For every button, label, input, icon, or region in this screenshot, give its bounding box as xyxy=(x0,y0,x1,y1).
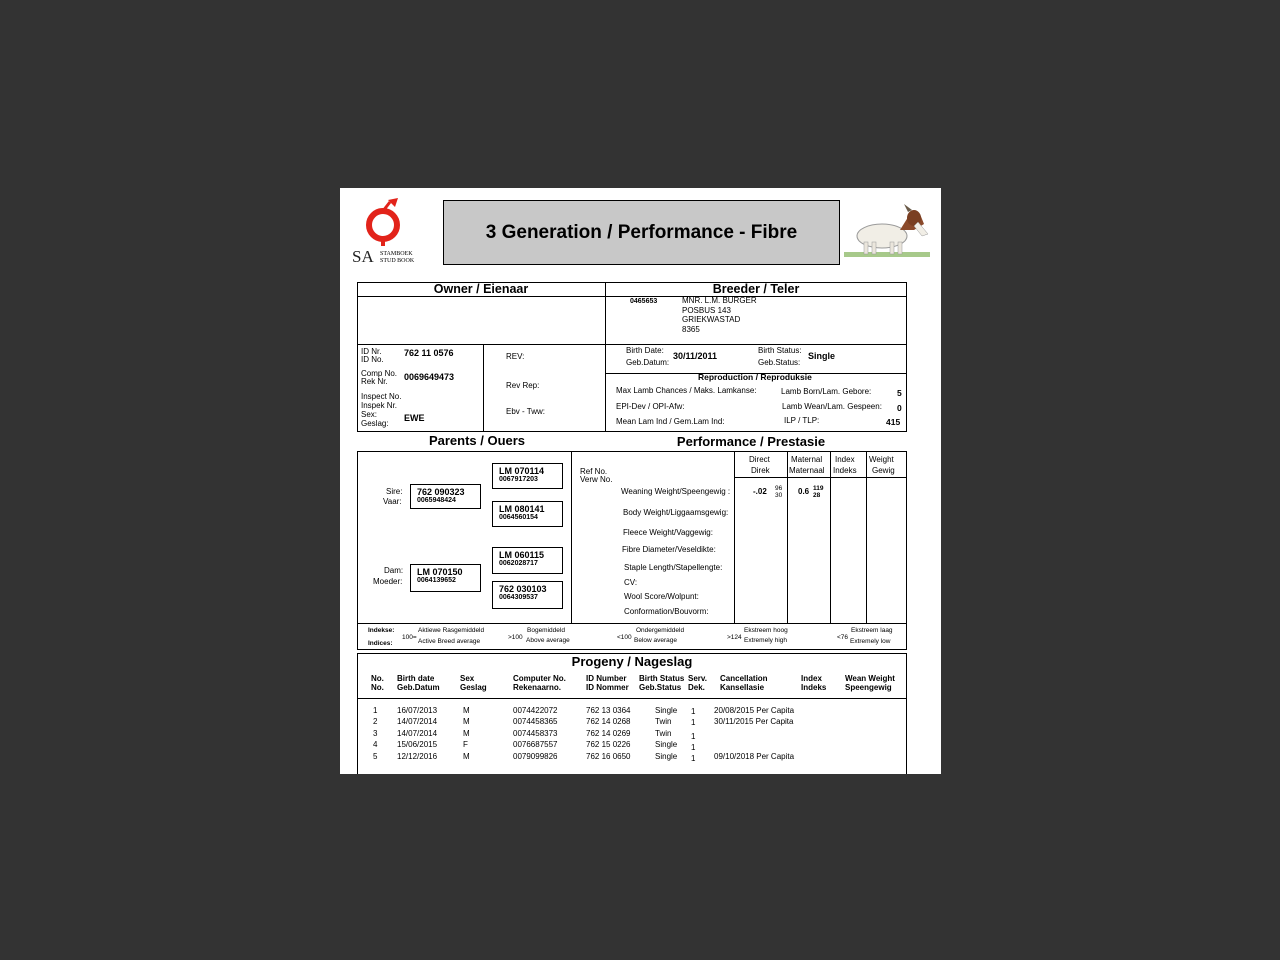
breeder-address-4: 8365 xyxy=(682,325,700,334)
progeny-cancel: 30/11/2015 Per Capita xyxy=(714,717,794,726)
progeny-col-serv: Dek. xyxy=(688,683,705,692)
breeder-address-2: POSBUS 143 xyxy=(682,306,731,315)
legend-af: Ondergemiddeld xyxy=(636,627,685,634)
trait-label: Weaning Weight/Speengewig : xyxy=(621,487,731,496)
legend-en: Above average xyxy=(526,637,570,644)
lamb-wean-value: 0 xyxy=(897,403,902,413)
trait-label: Staple Length/Stapellengte: xyxy=(624,563,723,572)
trait-label: Fibre Diameter/Veseldikte: xyxy=(622,545,716,554)
dam-label-2: Moeder: xyxy=(373,577,403,586)
ilp-label: ILP / TLP: xyxy=(784,416,820,425)
sire-dam-box xyxy=(492,501,563,527)
weaning-maternal-sub: 28 xyxy=(813,492,821,499)
logo-line-2: STUD BOOK xyxy=(380,258,415,264)
progeny-date: 15/06/2015 xyxy=(397,740,438,749)
col-index-2: Indeks xyxy=(833,466,857,475)
legend-label-2: Indices: xyxy=(368,640,393,647)
birth-status-value: Single xyxy=(808,351,836,361)
progeny-col-status: Geb.Status xyxy=(639,683,682,692)
legend-label-1: Indekse: xyxy=(368,627,395,634)
dam-label-1: Dam: xyxy=(384,566,404,575)
progeny-sex: M xyxy=(463,729,470,738)
progeny-cancel: 09/10/2018 Per Capita xyxy=(714,752,795,761)
progeny-no: 2 xyxy=(373,717,378,726)
weaning-maternal-sup: 119 xyxy=(813,485,824,492)
breeder-address-3: GRIEKWASTAD xyxy=(682,315,741,324)
title-banner xyxy=(443,200,840,265)
dam-comp: 0064139652 xyxy=(417,577,456,584)
lamb-wean-label: Lamb Wean/Lam. Gespeen: xyxy=(782,402,882,411)
weaning-direct-sup: 96 xyxy=(775,485,783,492)
legend-en: Extremely low xyxy=(850,638,891,645)
progeny-sex: M xyxy=(463,706,470,715)
progeny-col-comp: Rekenaarno. xyxy=(513,683,562,692)
col-weight-2: Gewig xyxy=(872,466,895,475)
dam-sire-box xyxy=(492,547,563,574)
dam-id: LM 070150 xyxy=(417,567,463,577)
progeny-id: 762 14 0269 xyxy=(586,729,631,738)
dam-dam-box xyxy=(492,581,563,609)
ilp-value: 415 xyxy=(886,417,901,427)
document-title: 3 Generation / Performance - Fibre xyxy=(485,221,798,243)
progeny-col-cancel: Cancellation xyxy=(720,674,768,683)
sire-label-1: Sire: xyxy=(386,487,403,496)
progeny-col-id: ID Number xyxy=(586,674,627,683)
col-weight-1: Weight xyxy=(869,455,894,464)
studbook-emblem-icon xyxy=(352,198,424,246)
progeny-sex: M xyxy=(463,752,470,761)
progeny-date: 14/07/2014 xyxy=(397,717,438,726)
progeny-col-date: Birth date xyxy=(397,674,435,683)
breeder-code: 0465653 xyxy=(630,298,658,305)
progeny-serv: 1 xyxy=(691,718,696,727)
progeny-status: Single xyxy=(655,740,678,749)
sire-sire-box xyxy=(492,463,563,489)
sire-sire-id: LM 070114 xyxy=(499,466,545,476)
progeny-heading: Progeny / Nageslag xyxy=(571,654,693,669)
progeny-col-index: Indeks xyxy=(801,683,827,692)
birth-status-label-2: Geb.Status: xyxy=(758,358,801,367)
legend-af: Bogemiddeld xyxy=(527,627,565,634)
legend-en: Extremely high xyxy=(744,637,787,644)
progeny-section xyxy=(357,653,907,774)
progeny-comp: 0074458373 xyxy=(513,729,558,738)
dam-sire-id: LM 060115 xyxy=(499,550,545,560)
progeny-comp: 0076687557 xyxy=(513,740,558,749)
breeder-heading: Breeder / Teler xyxy=(712,282,800,296)
progeny-date: 14/07/2014 xyxy=(397,729,438,738)
sire-dam-id: LM 080141 xyxy=(499,504,545,514)
reproduction-heading: Reproduction / Reproduksie xyxy=(698,372,812,382)
progeny-serv: 1 xyxy=(691,754,696,763)
legend-en: Below average xyxy=(634,637,677,644)
ebv-label: Ebv - Tww: xyxy=(506,407,545,416)
progeny-col-status: Birth Status xyxy=(639,674,685,683)
progeny-col-index: Index xyxy=(801,674,822,683)
dam-dam-comp: 0064309537 xyxy=(499,594,538,601)
breeder-address-1: MNR. L.M. BURGER xyxy=(682,296,757,305)
ref-label-2: Verw No. xyxy=(580,475,613,484)
birth-date-label-1: Birth Date: xyxy=(626,346,664,355)
parents-heading: Parents / Ouers xyxy=(428,433,526,448)
sire-id: 762 090323 xyxy=(417,487,465,497)
progeny-date: 16/07/2013 xyxy=(397,706,438,715)
progeny-status: Twin xyxy=(655,717,672,726)
max-lamb-label: Max Lamb Chances / Maks. Lamkanse: xyxy=(616,386,757,395)
progeny-col-id: ID Nommer xyxy=(586,683,629,692)
dam-dam-id: 762 030103 xyxy=(499,584,547,594)
epi-label: EPI-Dev / OPI-Afw: xyxy=(616,402,685,411)
id-label-2: ID No. xyxy=(361,355,384,364)
owner-heading: Owner / Eienaar xyxy=(433,282,529,296)
comp-label-1: Comp No. xyxy=(361,369,398,378)
progeny-id: 762 15 0226 xyxy=(586,740,631,749)
legend-en: Active Breed average xyxy=(418,638,481,645)
progeny-col-wean: Speengewig xyxy=(845,683,892,692)
comp-label-2: Rek Nr. xyxy=(361,377,388,386)
progeny-serv: 1 xyxy=(691,743,696,752)
progeny-col-cancel: Kansellasie xyxy=(720,683,765,692)
col-index-1: Index xyxy=(835,455,855,464)
progeny-serv: 1 xyxy=(691,707,696,716)
sa-studbook-logo xyxy=(352,198,424,268)
progeny-cancel: 20/08/2015 Per Capita xyxy=(714,706,795,715)
trait-label: Wool Score/Wolpunt: xyxy=(624,592,699,601)
col-direct-1: Direct xyxy=(749,455,770,464)
progeny-date: 12/12/2016 xyxy=(397,752,438,761)
progeny-id: 762 13 0364 xyxy=(586,706,631,715)
progeny-status: Twin xyxy=(655,729,672,738)
col-direct-2: Direk xyxy=(751,466,770,475)
sire-box xyxy=(410,484,481,509)
lamb-born-label: Lamb Born/Lam. Gebore: xyxy=(781,387,872,396)
sire-sire-comp: 0067917203 xyxy=(499,476,538,483)
legend-code: <76 xyxy=(837,634,849,641)
legend-af: Aktiewe Rasgemiddeld xyxy=(418,627,485,634)
progeny-status: Single xyxy=(655,752,678,761)
rev-rep-label: Rev Rep: xyxy=(506,381,540,390)
progeny-col-comp: Computer No. xyxy=(513,674,566,683)
progeny-col-serv: Serv. xyxy=(688,674,707,683)
trait-label: Body Weight/Liggaamsgewig: xyxy=(623,508,729,517)
progeny-serv: 1 xyxy=(691,732,696,741)
logo-line-1: STAMBOEK xyxy=(380,251,413,257)
legend-code: 100= xyxy=(402,634,417,641)
birth-date-label-2: Geb.Datum: xyxy=(626,358,670,367)
sex-label-1: Sex: xyxy=(361,410,378,419)
pedigree-document xyxy=(340,188,941,774)
col-maternal-2: Maternaal xyxy=(789,466,825,475)
legend-af: Ekstreem hoog xyxy=(744,627,788,634)
weaning-direct-sub: 30 xyxy=(775,492,783,499)
progeny-id: 762 16 0650 xyxy=(586,752,631,761)
dam-box xyxy=(410,564,481,592)
sex-label-2: Geslag: xyxy=(361,419,389,428)
weaning-maternal-value: 0.6 xyxy=(798,487,810,496)
progeny-no: 5 xyxy=(373,752,378,761)
progeny-id: 762 14 0268 xyxy=(586,717,631,726)
lamb-born-value: 5 xyxy=(897,388,902,398)
legend-code: >100 xyxy=(508,634,523,641)
inspect-label-1: Inspect No. xyxy=(361,392,402,401)
sire-dam-comp: 0064560154 xyxy=(499,514,538,521)
sire-comp: 0065948424 xyxy=(417,497,456,504)
ref-label-1: Ref No. xyxy=(580,467,608,476)
dam-sire-comp: 0062028717 xyxy=(499,560,538,567)
birth-date-value: 30/11/2011 xyxy=(673,351,718,361)
legend-code: >124 xyxy=(727,634,742,641)
progeny-col-sex: Geslag xyxy=(460,683,487,692)
inspect-label-2: Inspek Nr. xyxy=(361,401,398,410)
col-maternal-1: Maternal xyxy=(791,455,823,464)
id-label-1: ID Nr. xyxy=(361,347,382,356)
rev-label: REV: xyxy=(506,352,525,361)
comp-value: 0069649473 xyxy=(404,372,455,382)
progeny-sex: M xyxy=(463,717,470,726)
trait-label: Conformation/Bouvorm: xyxy=(624,607,709,616)
legend-af: Ekstreem laag xyxy=(851,627,893,634)
trait-label: Fleece Weight/Vaggewig: xyxy=(623,528,713,537)
birth-status-label-1: Birth Status: xyxy=(758,346,802,355)
progeny-comp: 0074458365 xyxy=(513,717,558,726)
weaning-direct-value: -.02 xyxy=(753,487,767,496)
progeny-col-no: No. xyxy=(371,683,384,692)
logo-letters: SA xyxy=(352,247,374,266)
id-value: 762 11 0576 xyxy=(404,348,454,358)
progeny-comp: 0079099826 xyxy=(513,752,558,761)
sex-value: EWE xyxy=(404,413,425,423)
progeny-no: 4 xyxy=(373,740,378,749)
progeny-comp: 0074422072 xyxy=(513,706,558,715)
progeny-col-sex: Sex xyxy=(460,674,475,683)
trait-label: CV: xyxy=(624,578,638,587)
progeny-col-date: Geb.Datum xyxy=(397,683,440,692)
boer-goat-icon xyxy=(842,200,934,260)
progeny-no: 3 xyxy=(373,729,378,738)
mean-lamb-label: Mean Lam Ind / Gem.Lam Ind: xyxy=(616,417,725,426)
sire-label-2: Vaar: xyxy=(383,497,402,506)
progeny-col-wean: Wean Weight xyxy=(845,674,895,683)
performance-heading: Performance / Prestasie xyxy=(676,434,826,449)
progeny-status: Single xyxy=(655,706,678,715)
progeny-sex: F xyxy=(463,740,468,749)
legend-code: <100 xyxy=(617,634,632,641)
progeny-no: 1 xyxy=(373,706,378,715)
progeny-col-no: No. xyxy=(371,674,384,683)
